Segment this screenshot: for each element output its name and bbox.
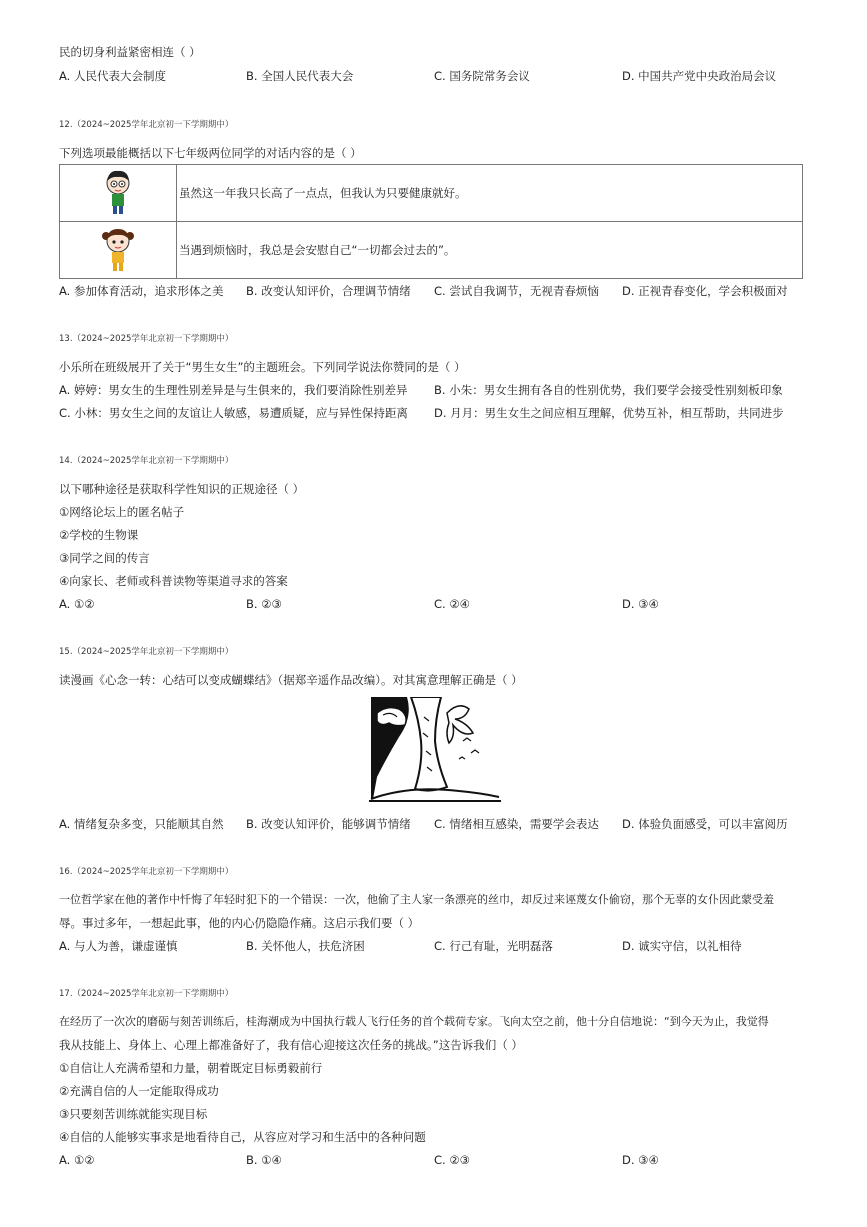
q16-option-c: C. 行己有耻，光明磊落 <box>434 939 553 953</box>
q12-option-d: D. 正视青春变化，学会积极面对 <box>622 284 788 298</box>
cartoon-tree-bow-icon <box>369 697 501 803</box>
q15-option-b: B. 改变认知评价，能够调节情绪 <box>246 817 411 831</box>
q12-option-a: A. 参加体育活动，追求形体之美 <box>59 284 224 298</box>
q17-option-a: A. ①② <box>59 1153 95 1167</box>
q14-option-b: B. ②③ <box>246 597 282 611</box>
q16-stem-line-2: 辱。事过多年，一想起此事，他的内心仍隐隐作痛。这启示我们要（ ） <box>59 916 420 930</box>
q11-stem: 民的切身利益紧密相连（ ） <box>59 45 201 59</box>
q15-tag: 15.（2024~2025学年北京初一下学期期中） <box>59 647 234 657</box>
q13-tag: 13.（2024~2025学年北京初一下学期期中） <box>59 334 234 344</box>
q15-stem: 读漫画《心念一转：心结可以变成蝴蝶结》（据郑辛遥作品改编）。对其寓意理解正确是（ ） <box>59 673 523 687</box>
q11-option-b: B. 全国人民代表大会 <box>246 69 354 83</box>
q12-option-b: B. 改变认知评价，合理调节情绪 <box>246 284 411 298</box>
q17-item-2: ②充满自信的人一定能取得成功 <box>59 1084 219 1098</box>
q12-option-c: C. 尝试自我调节，无视青春烦恼 <box>434 284 599 298</box>
q13-stem: 小乐所在班级展开了关于“男生女生”的主题班会。下列同学说法你赞同的是（ ） <box>59 360 466 374</box>
q17-option-c: C. ②③ <box>434 1153 470 1167</box>
q11-option-c: C. 国务院常务会议 <box>434 69 530 83</box>
q14-item-2: ②学校的生物课 <box>59 528 139 542</box>
dialog-text-boy: 虽然这一年我只长高了一点点，但我认为只要健康就好。 <box>177 165 803 222</box>
q11-option-d: D. 中国共产党中央政治局会议 <box>622 69 777 83</box>
q17-item-4: ④自信的人能够实事求是地看待自己，从容应对学习和生活中的各种问题 <box>59 1130 426 1144</box>
q13-option-d: D. 月月：男生女生之间应相互理解，优势互补，相互帮助，共同进步 <box>434 406 784 420</box>
q16-tag: 16.（2024~2025学年北京初一下学期期中） <box>59 867 234 877</box>
q16-option-a: A. 与人为善，谦虚谨慎 <box>59 939 178 953</box>
q17-stem-line-2: 我从技能上、身体上、心理上都准备好了，我有信心迎接这次任务的挑战。”这告诉我们（ ） <box>59 1038 523 1052</box>
q17-item-3: ③只要刻苦训练就能实现目标 <box>59 1107 208 1121</box>
dialog-text-girl: 当遇到烦恼时，我总是会安慰自己“一切都会过去的”。 <box>177 222 803 279</box>
q14-item-3: ③同学之间的传言 <box>59 551 150 565</box>
q15-option-a: A. 情绪复杂多变，只能顺其自然 <box>59 817 224 831</box>
q17-tag: 17.（2024~2025学年北京初一下学期期中） <box>59 989 234 999</box>
dialog-row-boy <box>60 165 803 222</box>
q17-option-b: B. ①④ <box>246 1153 282 1167</box>
q13-option-b: B. 小朱：男女生拥有各自的性别优势，我们要学会接受性别刻板印象 <box>434 383 783 397</box>
q14-item-1: ①网络论坛上的匿名帖子 <box>59 505 185 519</box>
q17-option-d: D. ③④ <box>622 1153 659 1167</box>
q16-option-d: D. 诚实守信，以礼相待 <box>622 939 742 953</box>
q14-option-d: D. ③④ <box>622 597 659 611</box>
q14-option-c: C. ②④ <box>434 597 470 611</box>
q13-option-c: C. 小林：男女生之间的友谊让人敏感，易遭质疑，应与异性保持距离 <box>59 406 408 420</box>
q14-item-4: ④向家长、老师或科普读物等渠道寻求的答案 <box>59 574 288 588</box>
q11-option-a: A. 人民代表大会制度 <box>59 69 166 83</box>
q12-dialog-table <box>59 164 803 279</box>
avatar-cell <box>60 222 177 279</box>
q17-stem-line-1: 在经历了一次次的磨砺与刻苦训练后，桂海潮成为中国执行载人飞行任务的首个载荷专家。飞向太空之前，他十分自信地说：“到今天为止，我觉得 <box>59 1015 769 1028</box>
avatar-cell <box>60 165 177 222</box>
q12-stem: 下列选项最能概括以下七年级两位同学的对话内容的是（ ） <box>59 146 362 160</box>
boy-cartoon-icon <box>103 169 133 217</box>
q13-option-a: A. 婷婷：男女生的生理性别差异是与生俱来的，我们要消除性别差异 <box>59 383 408 397</box>
q16-option-b: B. 关怀他人，扶危济困 <box>246 939 365 953</box>
dialog-row-girl <box>60 222 803 279</box>
q15-option-c: C. 情绪相互感染，需要学会表达 <box>434 817 599 831</box>
q12-tag: 12.（2024~2025学年北京初一下学期期中） <box>59 120 234 130</box>
q15-option-d: D. 体验负面感受，可以丰富阅历 <box>622 817 788 831</box>
girl-cartoon-icon <box>101 226 135 274</box>
q14-option-a: A. ①② <box>59 597 95 611</box>
q16-stem-line-1: 一位哲学家在他的著作中忏悔了年轻时犯下的一个错误：一次，他偷了主人家一条漂亮的丝巾，却反过来诬蔑女仆偷窃，那个无辜的女仆因此蒙受羞 <box>59 893 774 906</box>
q17-item-1: ①自信让人充满希望和力量，朝着既定目标勇毅前行 <box>59 1061 323 1075</box>
q14-tag: 14.（2024~2025学年北京初一下学期期中） <box>59 456 234 466</box>
q14-stem: 以下哪种途径是获取科学性知识的正规途径（ ） <box>59 482 305 496</box>
